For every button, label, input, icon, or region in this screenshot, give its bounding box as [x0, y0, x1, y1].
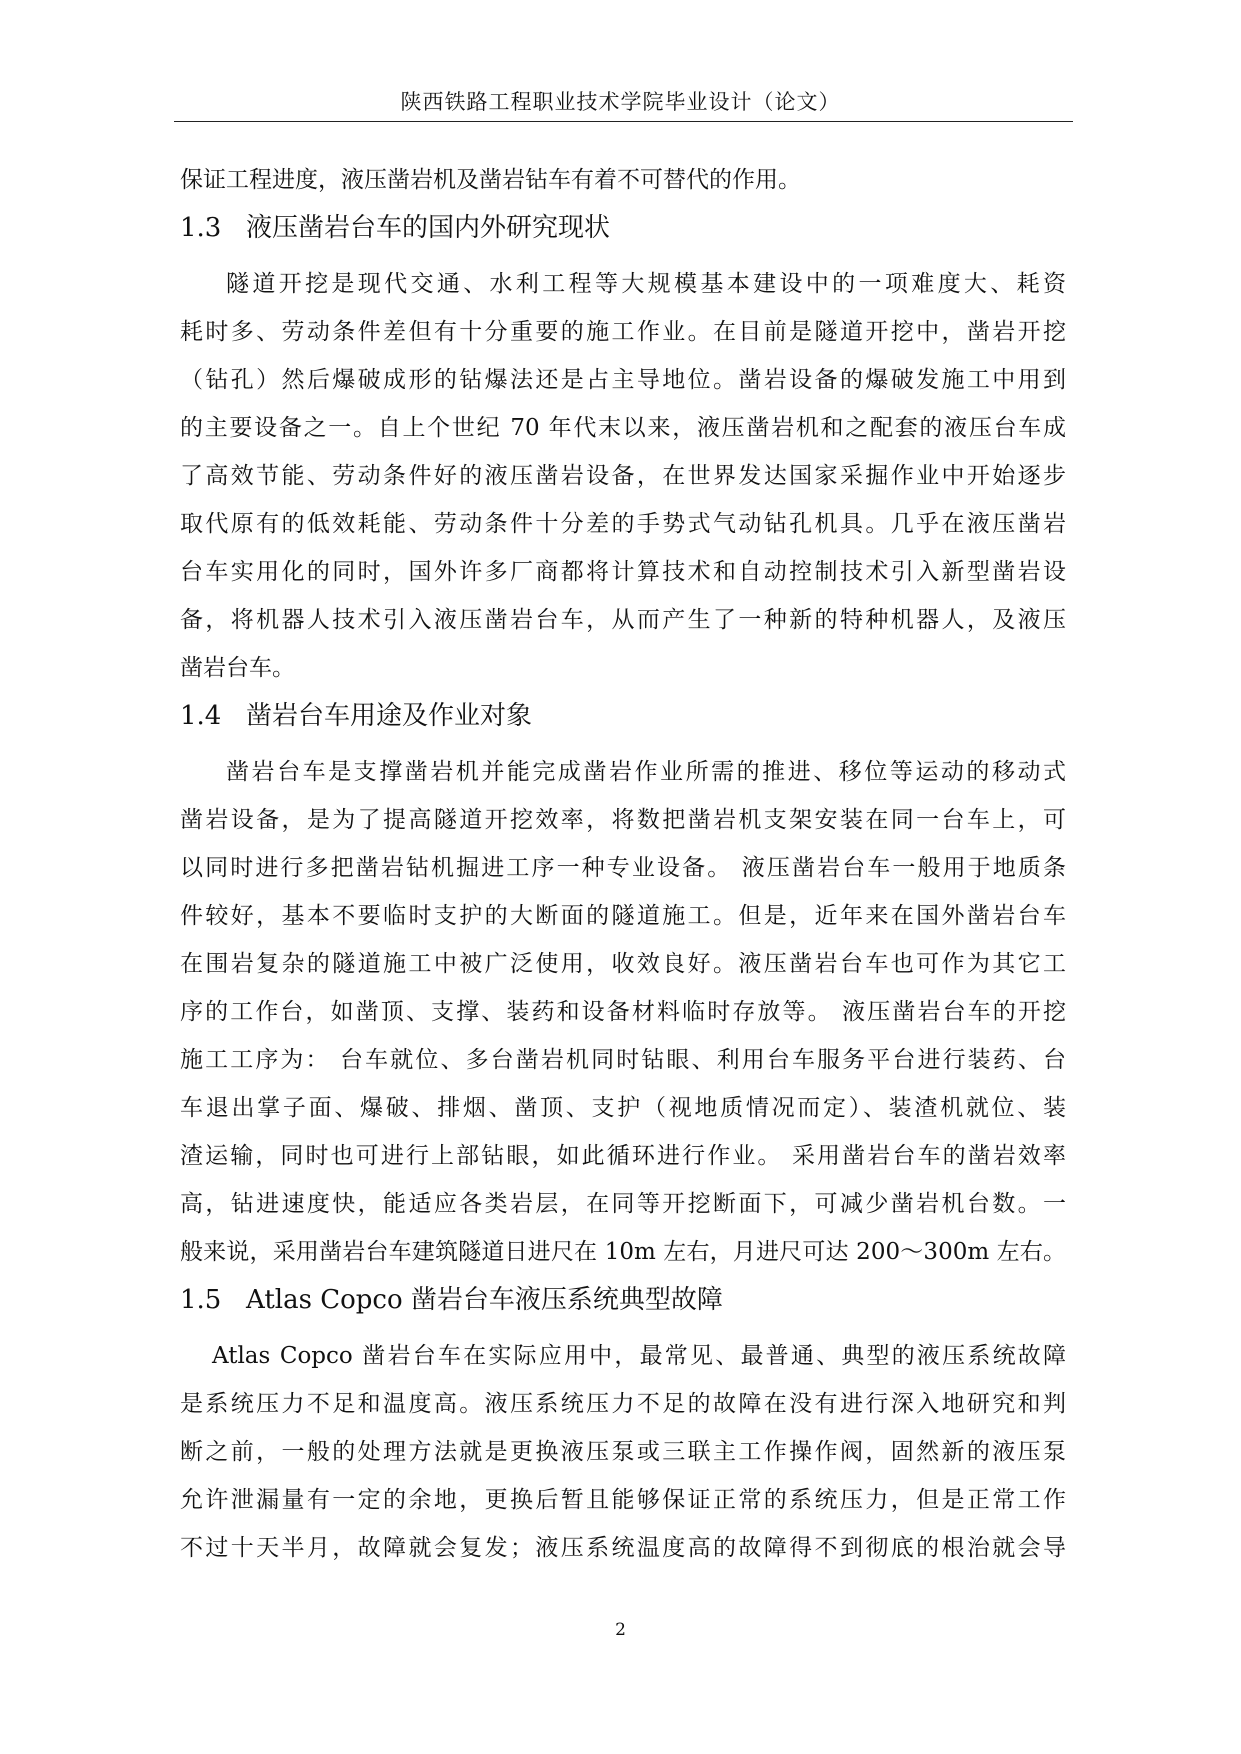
section-number: 1.3 — [180, 213, 222, 243]
paragraph-line: 不过十天半月，故障就会复发；液压系统温度高的故障得不到彻底的根治就会导 — [180, 1535, 1066, 1561]
section-1-5-paragraph — [180, 1332, 1066, 1572]
paragraph-line: 取代原有的低效耗能、劳动条件十分差的手势式气动钻孔机具。几乎在液压凿岩 — [180, 511, 1066, 537]
paragraph-line: 断之前，一般的处理方法就是更换液压泵或三联主工作操作阀，固然新的液压泵 — [180, 1439, 1066, 1465]
paragraph-line: 在围岩复杂的隧道施工中被广泛使用，收效良好。液压凿岩台车也可作为其它工 — [180, 951, 1066, 977]
document-body — [180, 156, 1066, 1572]
paragraph-line: 序的工作台，如凿顶、支撑、装药和设备材料临时存放等。 液压凿岩台车的开挖 — [180, 999, 1066, 1025]
section-1-4-paragraph — [180, 748, 1066, 1276]
paragraph-line: 了高效节能、劳动条件好的液压凿岩设备，在世界发达国家采掘作业中开始逐步 — [180, 463, 1066, 489]
header-divider — [174, 121, 1073, 122]
paragraph-line: 车退出掌子面、爆破、排烟、凿顶、支护（视地质情况而定）、装渣机就位、装 — [180, 1095, 1066, 1121]
paragraph-line: Atlas Copco 凿岩台车在实际应用中，最常见、最普通、典型的液压系统故障 — [212, 1343, 1066, 1369]
section-number: 1.4 — [180, 701, 222, 731]
page-number: 2 — [615, 1620, 626, 1640]
paragraph-line: 隧道开挖是现代交通、水利工程等大规模基本建设中的一项难度大、耗资 — [226, 271, 1066, 297]
paragraph-line: 以同时进行多把凿岩钻机掘进工序一种专业设备。 液压凿岩台车一般用于地质条 — [180, 855, 1066, 881]
paragraph-line: 台车实用化的同时，国外许多厂商都将计算技术和自动控制技术引入新型凿岩设 — [180, 559, 1066, 585]
paragraph-line: 是系统压力不足和温度高。液压系统压力不足的故障在没有进行深入地研究和判 — [180, 1391, 1066, 1417]
section-title: 凿岩台车用途及作业对象 — [246, 701, 533, 731]
section-heading-1-4 — [180, 692, 1066, 740]
section-heading-1-3 — [180, 204, 1066, 252]
paragraph-line: （钻孔）然后爆破成形的钻爆法还是占主导地位。凿岩设备的爆破发施工中用到 — [180, 367, 1066, 393]
paragraph-line: 的主要设备之一。自上个世纪 70 年代末以来，液压凿岩机和之配套的液压台车成 — [180, 415, 1066, 441]
section-title: 液压凿岩台车的国内外研究现状 — [246, 213, 611, 243]
section-heading-1-5 — [180, 1276, 1066, 1324]
section-1-3-paragraph — [180, 260, 1066, 692]
paragraph-line: 施工工序为： 台车就位、多台凿岩机同时钻眼、利用台车服务平台进行装药、台 — [180, 1047, 1066, 1073]
section-title: Atlas Copco 凿岩台车液压系统典型故障 — [246, 1285, 723, 1315]
paragraph-line: 高，钻进速度快，能适应各类岩层，在同等开挖断面下，可减少凿岩机台数。一 — [180, 1191, 1066, 1217]
paragraph-line: 般来说，采用凿岩台车建筑隧道日进尺在 10m 左右，月进尺可达 200～300m 左右。 — [180, 1239, 1066, 1265]
paragraph-line: 耗时多、劳动条件差但有十分重要的施工作业。在目前是隧道开挖中，凿岩开挖 — [180, 319, 1066, 345]
paragraph-line: 渣运输，同时也可进行上部钻眼，如此循环进行作业。 采用凿岩台车的凿岩效率 — [180, 1143, 1066, 1169]
section-number: 1.5 — [180, 1285, 222, 1315]
paragraph-line: 备，将机器人技术引入液压凿岩台车，从而产生了一种新的特种机器人，及液压 — [180, 607, 1066, 633]
paragraph-line: 件较好，基本不要临时支护的大断面的隧道施工。但是，近年来在国外凿岩台车 — [180, 903, 1066, 929]
paragraph-line: 凿岩台车是支撑凿岩机并能完成凿岩作业所需的推进、移位等运动的移动式 — [226, 759, 1066, 785]
paragraph-line: 允许泄漏量有一定的余地，更换后暂且能够保证正常的系统压力，但是正常工作 — [180, 1487, 1066, 1513]
paragraph-line: 凿岩台车。 — [180, 655, 295, 681]
page-header: 陕西铁路工程职业技术学院毕业设计（论文） — [400, 90, 841, 114]
paragraph-line: 保证工程进度，液压凿岩机及凿岩钻车有着不可替代的作用。 — [180, 167, 801, 193]
paragraph-line: 凿岩设备，是为了提高隧道开挖效率，将数把凿岩机支架安装在同一台车上，可 — [180, 807, 1066, 833]
